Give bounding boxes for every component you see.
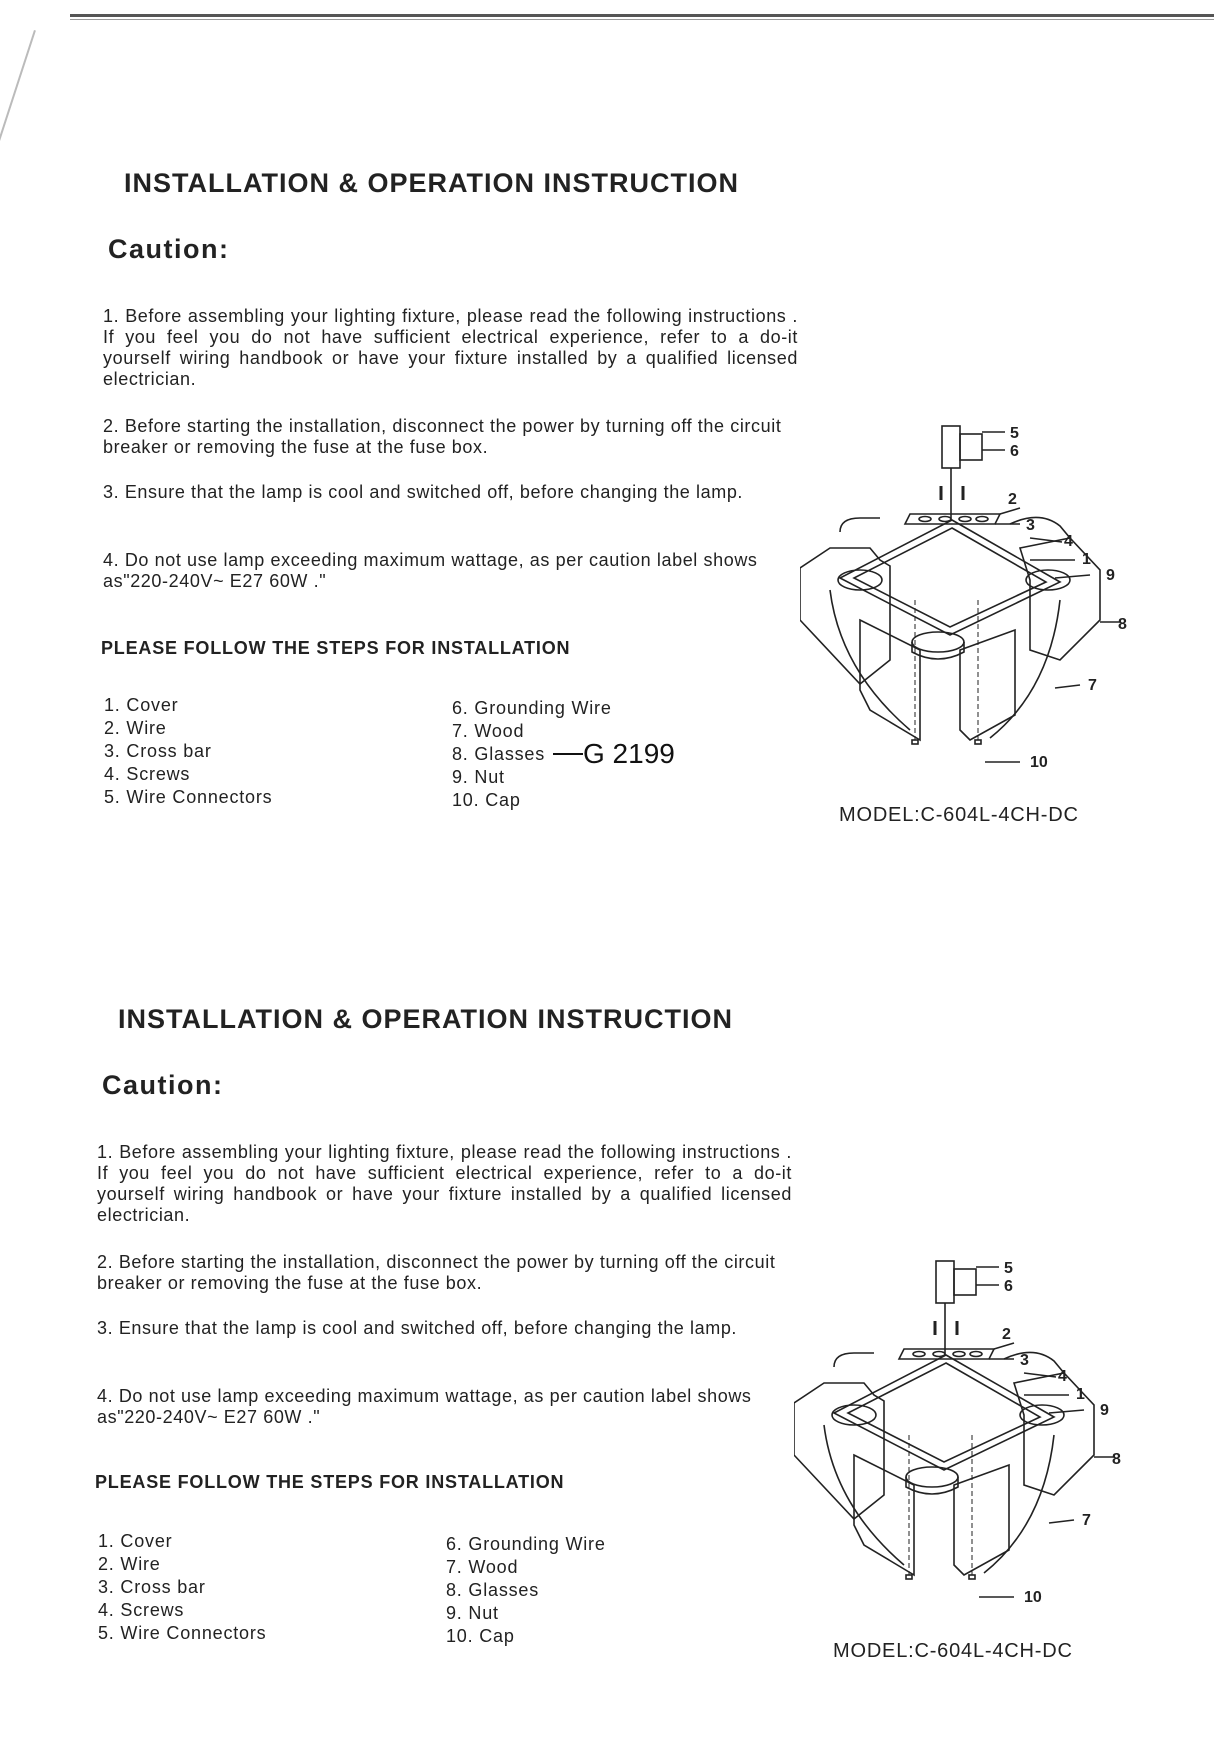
steps-heading: PLEASE FOLLOW THE STEPS FOR INSTALLATION: [101, 638, 571, 658]
caution-item-3: 3. Ensure that the lamp is cool and switched off, before changing the lamp.: [103, 482, 744, 502]
callout-label: 10: [1024, 1589, 1042, 1605]
part-item: 4. Screws: [98, 1600, 185, 1620]
part-item: 6. Grounding Wire: [452, 698, 612, 718]
part-item: 2. Wire: [104, 718, 167, 738]
parts-list-left: [98, 1530, 266, 1645]
part-item: 1. Cover: [98, 1531, 173, 1551]
caution-item-4: 4. Do not use lamp exceeding maximum wattage, as per caution label shows as"220-240V~ E27 60W .": [103, 550, 758, 591]
caution-item-4: 4. Do not use lamp exceeding maximum wattage, as per caution label shows as"220-240V~ E27 60W .": [97, 1386, 752, 1427]
part-item: 8. Glasses: [446, 1580, 540, 1600]
part-item: 4. Screws: [104, 764, 191, 784]
section-title: INSTALLATION & OPERATION INSTRUCTION: [118, 1004, 733, 1034]
callout-label: 2: [1008, 491, 1017, 508]
handwritten-annotation: G 2199: [583, 738, 675, 769]
part-item: 10. Cap: [452, 790, 521, 810]
steps-heading: PLEASE FOLLOW THE STEPS FOR INSTALLATION: [95, 1472, 565, 1492]
callout-label: 9: [1100, 1402, 1109, 1419]
callout-label: 10: [1030, 754, 1048, 770]
callout-label: 8: [1112, 1451, 1121, 1468]
parts-list-right: [446, 1533, 606, 1648]
part-item: 5. Wire Connectors: [98, 1623, 267, 1643]
part-item: 1. Cover: [104, 695, 179, 715]
part-item: 5. Wire Connectors: [104, 787, 273, 807]
callout-label: 5: [1010, 425, 1019, 442]
caution-item-2: 2. Before starting the installation, disconnect the power by turning off the circuit breaker or removing the fuse at the fuse box.: [103, 416, 782, 457]
fixture-diagram: [794, 1255, 1124, 1605]
part-item: 9. Nut: [452, 767, 505, 787]
callout-label: 7: [1082, 1512, 1091, 1529]
caution-heading: Caution:: [108, 234, 230, 264]
part-item: 6. Grounding Wire: [446, 1534, 606, 1554]
callout-label: 1: [1082, 551, 1091, 568]
caution-item-1: 1. Before assembling your lighting fixture, please read the following instructions . If you feel you do not have sufficient electrical experience, refer to a do-it yourself wiring handbook or have your fixture installed by a qualified licensed electrician.: [97, 1142, 792, 1225]
part-item: 7. Wood: [446, 1557, 519, 1577]
callout-label: 4: [1058, 1368, 1067, 1385]
callout-label: 8: [1118, 616, 1127, 633]
section-title: INSTALLATION & OPERATION INSTRUCTION: [124, 168, 739, 198]
callout-label: 6: [1010, 443, 1019, 460]
caution-item-3: 3. Ensure that the lamp is cool and switched off, before changing the lamp.: [97, 1318, 738, 1338]
callout-label: 3: [1020, 1352, 1029, 1369]
part-item: 8. Glasses: [452, 744, 546, 764]
callout-label: 4: [1064, 533, 1073, 550]
part-item: 10. Cap: [446, 1626, 515, 1646]
caution-item-1: 1. Before assembling your lighting fixture, please read the following instructions . If you feel you do not have sufficient electrical experience, refer to a do-it yourself wiring handbook or have your fixture installed by a qualified licensed electrician.: [103, 306, 798, 389]
caution-item-2: 2. Before starting the installation, disconnect the power by turning off the circuit breaker or removing the fuse at the fuse box.: [97, 1252, 776, 1293]
callout-label: 7: [1088, 677, 1097, 694]
part-item: 2. Wire: [98, 1554, 161, 1574]
part-item: 3. Cross bar: [98, 1577, 206, 1597]
caution-heading: Caution:: [102, 1070, 224, 1100]
callout-label: 5: [1004, 1260, 1013, 1277]
callout-label: 1: [1076, 1386, 1085, 1403]
callout-label: 9: [1106, 567, 1115, 584]
part-item: 3. Cross bar: [104, 741, 212, 761]
callout-label: 3: [1026, 517, 1035, 534]
model-number: MODEL:C-604L-4CH-DC: [839, 804, 1079, 826]
part-item: 9. Nut: [446, 1603, 499, 1623]
callout-label: 2: [1002, 1326, 1011, 1343]
model-number: MODEL:C-604L-4CH-DC: [833, 1640, 1073, 1662]
part-item: 7. Wood: [452, 721, 525, 741]
callout-label: 6: [1004, 1278, 1013, 1295]
